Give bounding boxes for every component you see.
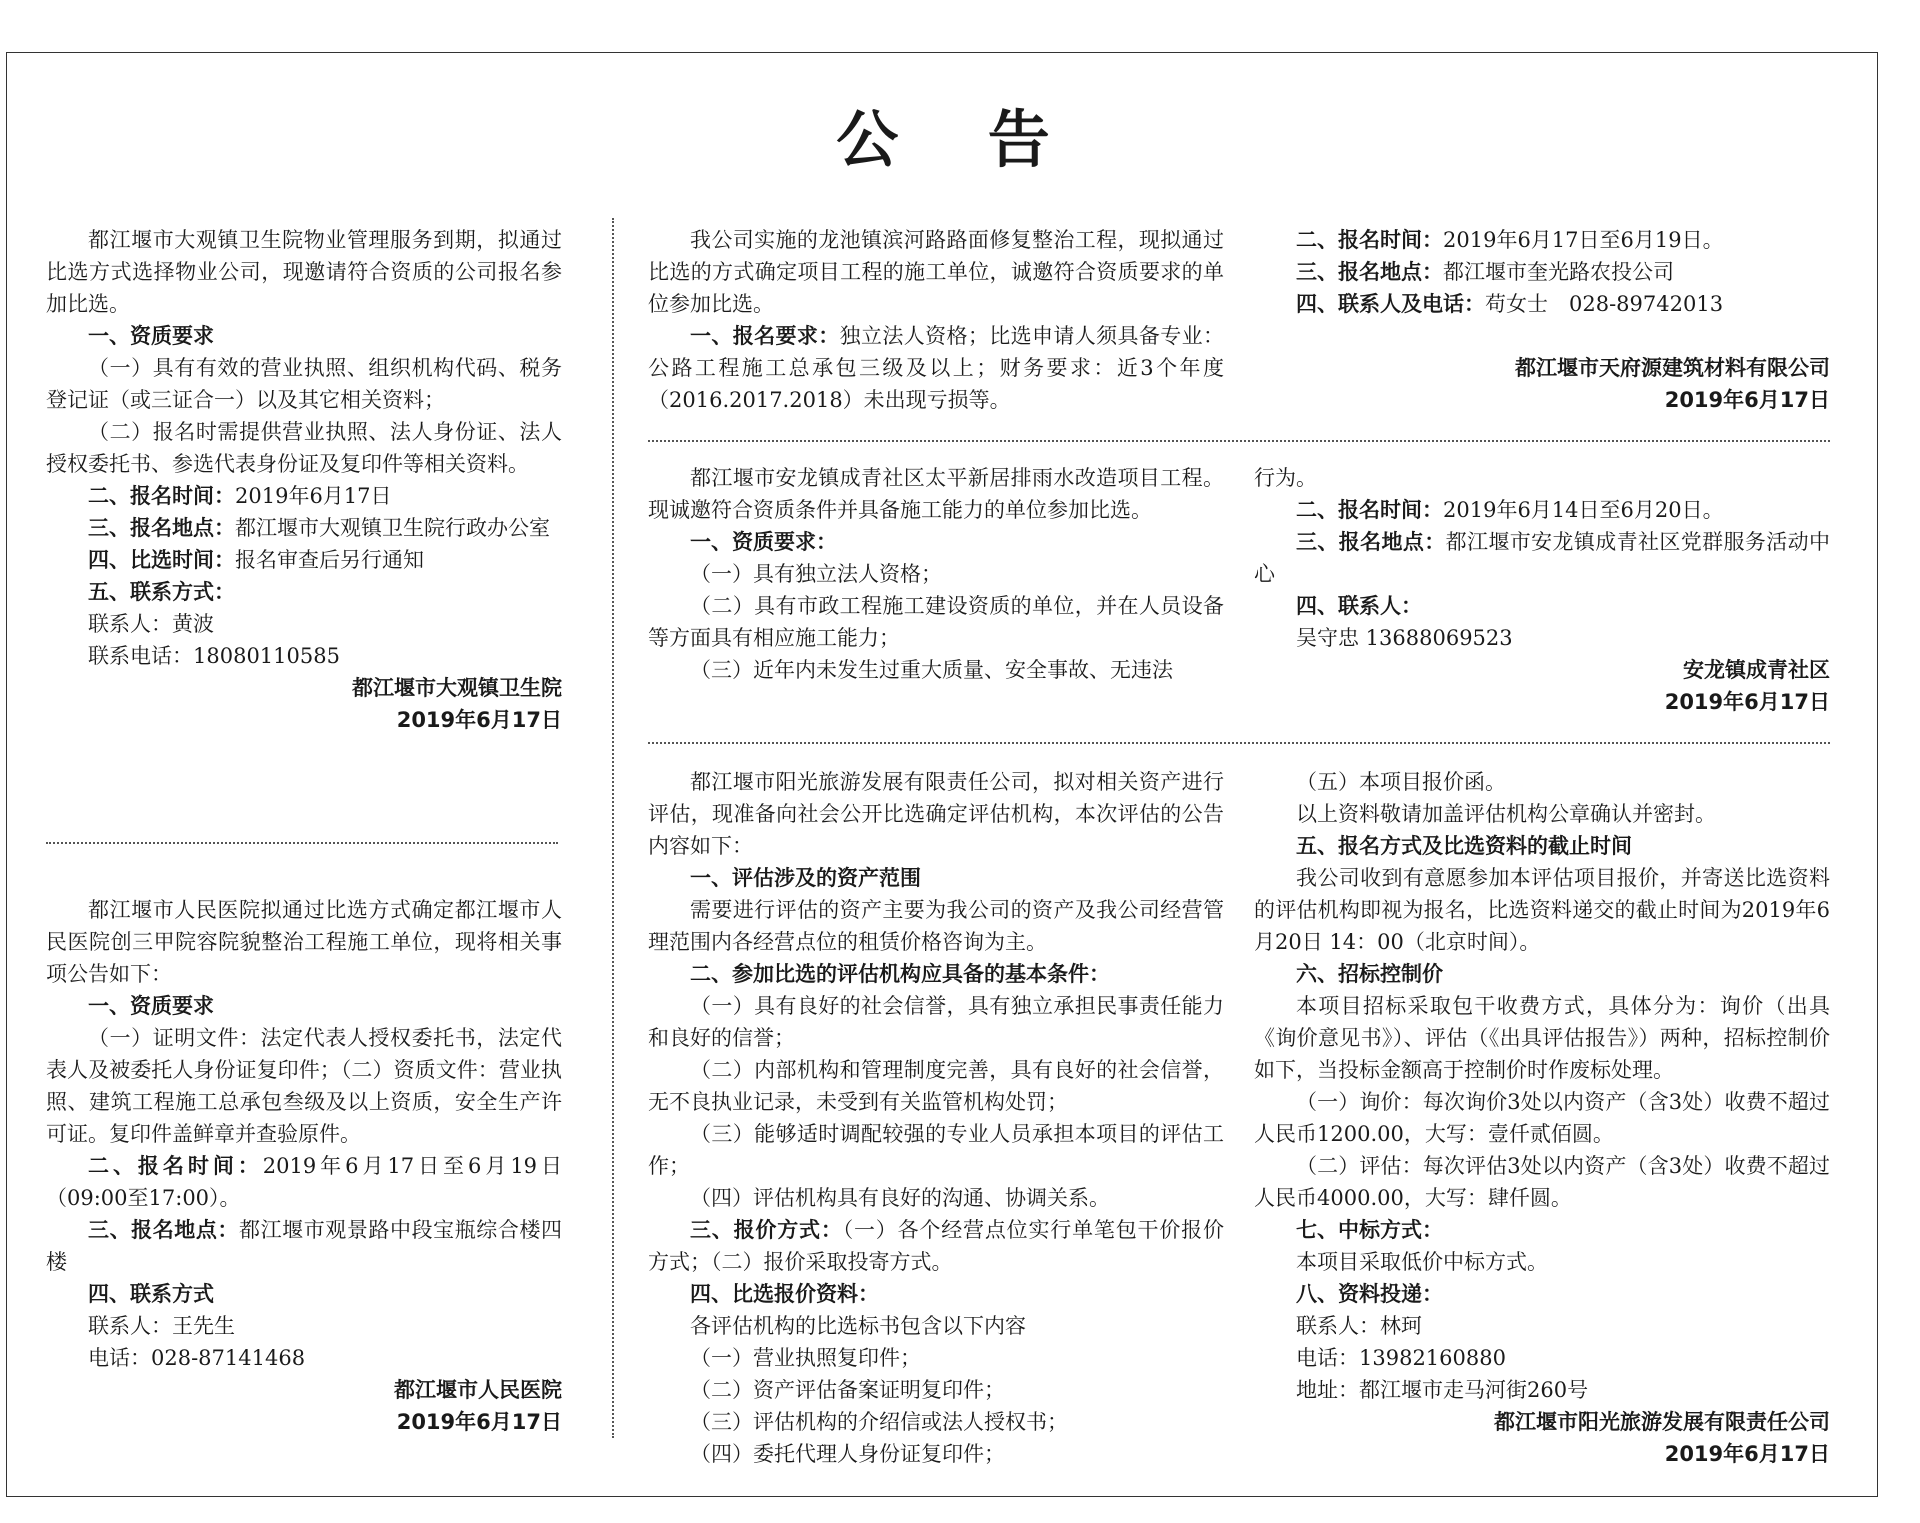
- section: 三、报价方式：（一）各个经营点位实行单笔包干价报价方式；（二）报价采取投寄方式。: [648, 1218, 1224, 1274]
- section-heading: 四、联系人：: [1296, 594, 1422, 618]
- section-heading: 一、资质要求: [88, 324, 214, 348]
- section: 四、联系人及电话：苟女士 028-89742013: [1296, 292, 1724, 316]
- section: 一、报名要求：独立法人资格；比选申请人须具备专业：公路工程施工总承包三级及以上；财务要求：近3个年度（2016.2017.2018）未出现亏损等。: [648, 324, 1224, 412]
- notice-longchi-road: [648, 224, 1830, 424]
- section-heading: 七、中标方式：: [1296, 1218, 1443, 1242]
- column-divider: [612, 218, 614, 1438]
- notice-yangguang-tourism: [648, 766, 1830, 1466]
- signature-date: 2019年6月17日: [1664, 690, 1830, 714]
- signature-org: 都江堰市大观镇卫生院: [352, 676, 562, 700]
- notice-peoples-hospital: [46, 894, 562, 1438]
- contact-line: 联系人：王先生: [88, 1314, 235, 1338]
- list-item: （四）委托代理人身份证复印件；: [690, 1442, 1005, 1466]
- section-heading: 八、资料投递：: [1296, 1282, 1443, 1306]
- contact-line: 地址：都江堰市走马河街260号: [1296, 1378, 1589, 1402]
- section: 二、报名时间：2019年6月17日至6月19日（09:00至17:00）。: [46, 1154, 562, 1210]
- paragraph: 本项目采取低价中标方式。: [1296, 1250, 1548, 1274]
- section-heading: 四、比选报价资料：: [690, 1282, 879, 1306]
- section-heading: 六、招标控制价: [1296, 962, 1443, 986]
- paragraph: 本项目招标采取包干收费方式，具体分为：询价（出具《询价意见书》）、评估（《出具评估报告》）两种，招标控制价如下，当投标金额高于控制价时作废标处理。: [1254, 994, 1830, 1082]
- paragraph: 各评估机构的比选标书包含以下内容: [690, 1314, 1026, 1338]
- divider: [648, 742, 1830, 744]
- intro: 都江堰市人民医院拟通过比选方式确定都江堰市人民医院创三甲院容院貌整治工程施工单位，现将相关事项公告如下：: [46, 898, 562, 986]
- contact-line: 电话：13982160880: [1296, 1346, 1506, 1370]
- list-item: （二）资产评估备案证明复印件；: [690, 1378, 1005, 1402]
- signature-org: 安龙镇成青社区: [1683, 658, 1830, 682]
- section: 三、报名地点：都江堰市大观镇卫生院行政办公室: [88, 516, 550, 540]
- paragraph: （二）具有市政工程施工建设资质的单位，并在人员设备等方面具有相应施工能力；: [648, 594, 1224, 650]
- divider: [46, 842, 558, 844]
- paragraph: （一）具有独立法人资格；: [690, 562, 942, 586]
- contact-line: 联系人：黄波: [88, 612, 214, 636]
- paragraph: 行为。: [1254, 466, 1317, 490]
- section-heading: 一、资质要求: [88, 994, 214, 1018]
- signature-date: 2019年6月17日: [1664, 1442, 1830, 1466]
- list-item: （一）营业执照复印件；: [690, 1346, 921, 1370]
- section-heading: 四、联系方式: [88, 1282, 214, 1306]
- section-heading: 一、评估涉及的资产范围: [690, 866, 921, 890]
- notice-anlong-drainage: [648, 462, 1830, 722]
- section-heading: 二、参加比选的评估机构应具备的基本条件：: [690, 962, 1110, 986]
- paragraph: 以上资料敬请加盖评估机构公章确认并密封。: [1296, 802, 1716, 826]
- paragraph: （二）报名时需提供营业执照、法人身份证、法人授权委托书、参选代表身份证及复印件等相关资料。: [46, 420, 562, 476]
- signature-date: 2019年6月17日: [396, 708, 562, 732]
- paragraph: （三）能够适时调配较强的专业人员承担本项目的评估工作；: [648, 1122, 1224, 1178]
- intro: 都江堰市安龙镇成青社区太平新居排雨水改造项目工程。现诚邀符合资质条件并具备施工能力的单位参加比选。: [648, 466, 1224, 522]
- notice-daguan-hospital: [46, 224, 562, 736]
- section: 二、报名时间：2019年6月14日至6月20日。: [1296, 498, 1724, 522]
- list-item: （三）评估机构的介绍信或法人授权书；: [690, 1410, 1068, 1434]
- paragraph: （一）询价：每次询价3处以内资产（含3处）收费不超过人民币1200.00，大写：壹仟贰佰圆。: [1254, 1090, 1830, 1146]
- divider: [648, 440, 1830, 442]
- intro: 我公司实施的龙池镇滨河路路面修复整治工程，现拟通过比选的方式确定项目工程的施工单位，诚邀符合资质要求的单位参加比选。: [648, 228, 1224, 316]
- page-title: 公 告: [836, 103, 1084, 176]
- section: 三、报名地点：都江堰市奎光路农投公司: [1296, 260, 1674, 284]
- signature-date: 2019年6月17日: [396, 1410, 562, 1434]
- section-heading: 五、联系方式：: [88, 580, 235, 604]
- paragraph: （一）具有良好的社会信誉，具有独立承担民事责任能力和良好的信誉；: [648, 994, 1224, 1050]
- paragraph: 需要进行评估的资产主要为我公司的资产及我公司经营管理范围内各经营点位的租赁价格咨询为主。: [648, 898, 1224, 954]
- section: 三、报名地点：都江堰市观景路中段宝瓶综合楼四楼: [46, 1218, 562, 1274]
- section: 四、比选时间：报名审查后另行通知: [88, 548, 424, 572]
- section-heading: 五、报名方式及比选资料的截止时间: [1296, 834, 1632, 858]
- contact-line: 吴守忠 13688069523: [1296, 626, 1513, 650]
- section-heading: 一、资质要求：: [690, 530, 837, 554]
- signature-org: 都江堰市阳光旅游发展有限责任公司: [1494, 1410, 1830, 1434]
- paragraph: （一）具有有效的营业执照、组织机构代码、税务登记证（或三证合一）以及其它相关资料；: [46, 356, 562, 412]
- contact-line: 电话：028-87141468: [88, 1346, 306, 1370]
- section: 二、报名时间：2019年6月17日至6月19日。: [1296, 228, 1724, 252]
- contact-line: 联系电话：18080110585: [88, 644, 340, 668]
- paragraph: 我公司收到有意愿参加本评估项目报价，并寄送比选资料的评估机构即视为报名，比选资料递交的截止时间为2019年6月20日 14：00（北京时间）。: [1254, 866, 1830, 954]
- paragraph: （二）内部机构和管理制度完善，具有良好的社会信誉，无不良执业记录，未受到有关监管机构处罚；: [648, 1058, 1224, 1114]
- intro: 都江堰市大观镇卫生院物业管理服务到期，拟通过比选方式选择物业公司，现邀请符合资质的公司报名参加比选。: [46, 228, 562, 316]
- signature-org: 都江堰市人民医院: [394, 1378, 562, 1402]
- intro: 都江堰市阳光旅游发展有限责任公司，拟对相关资产进行评估，现准备向社会公开比选确定评估机构，本次评估的公告内容如下：: [648, 770, 1224, 858]
- paragraph: （一）证明文件：法定代表人授权委托书，法定代表人及被委托人身份证复印件；（二）资质文件：营业执照、建筑工程施工总承包叁级及以上资质，安全生产许可证。复印件盖鲜章并查验原件。: [46, 1026, 562, 1146]
- paragraph: （二）评估：每次评估3处以内资产（含3处）收费不超过人民币4000.00，大写：肆仟圆。: [1254, 1154, 1830, 1210]
- list-item: （五）本项目报价函。: [1296, 770, 1506, 794]
- contact-line: 联系人：林珂: [1296, 1314, 1422, 1338]
- section: 二、报名时间：2019年6月17日: [88, 484, 392, 508]
- signature-org: 都江堰市天府源建筑材料有限公司: [1515, 356, 1830, 380]
- paragraph: （三）近年内未发生过重大质量、安全事故、无违法: [690, 658, 1173, 682]
- paragraph: （四）评估机构具有良好的沟通、协调关系。: [690, 1186, 1110, 1210]
- signature-date: 2019年6月17日: [1664, 388, 1830, 412]
- section: 三、报名地点：都江堰市安龙镇成青社区党群服务活动中心: [1254, 530, 1830, 586]
